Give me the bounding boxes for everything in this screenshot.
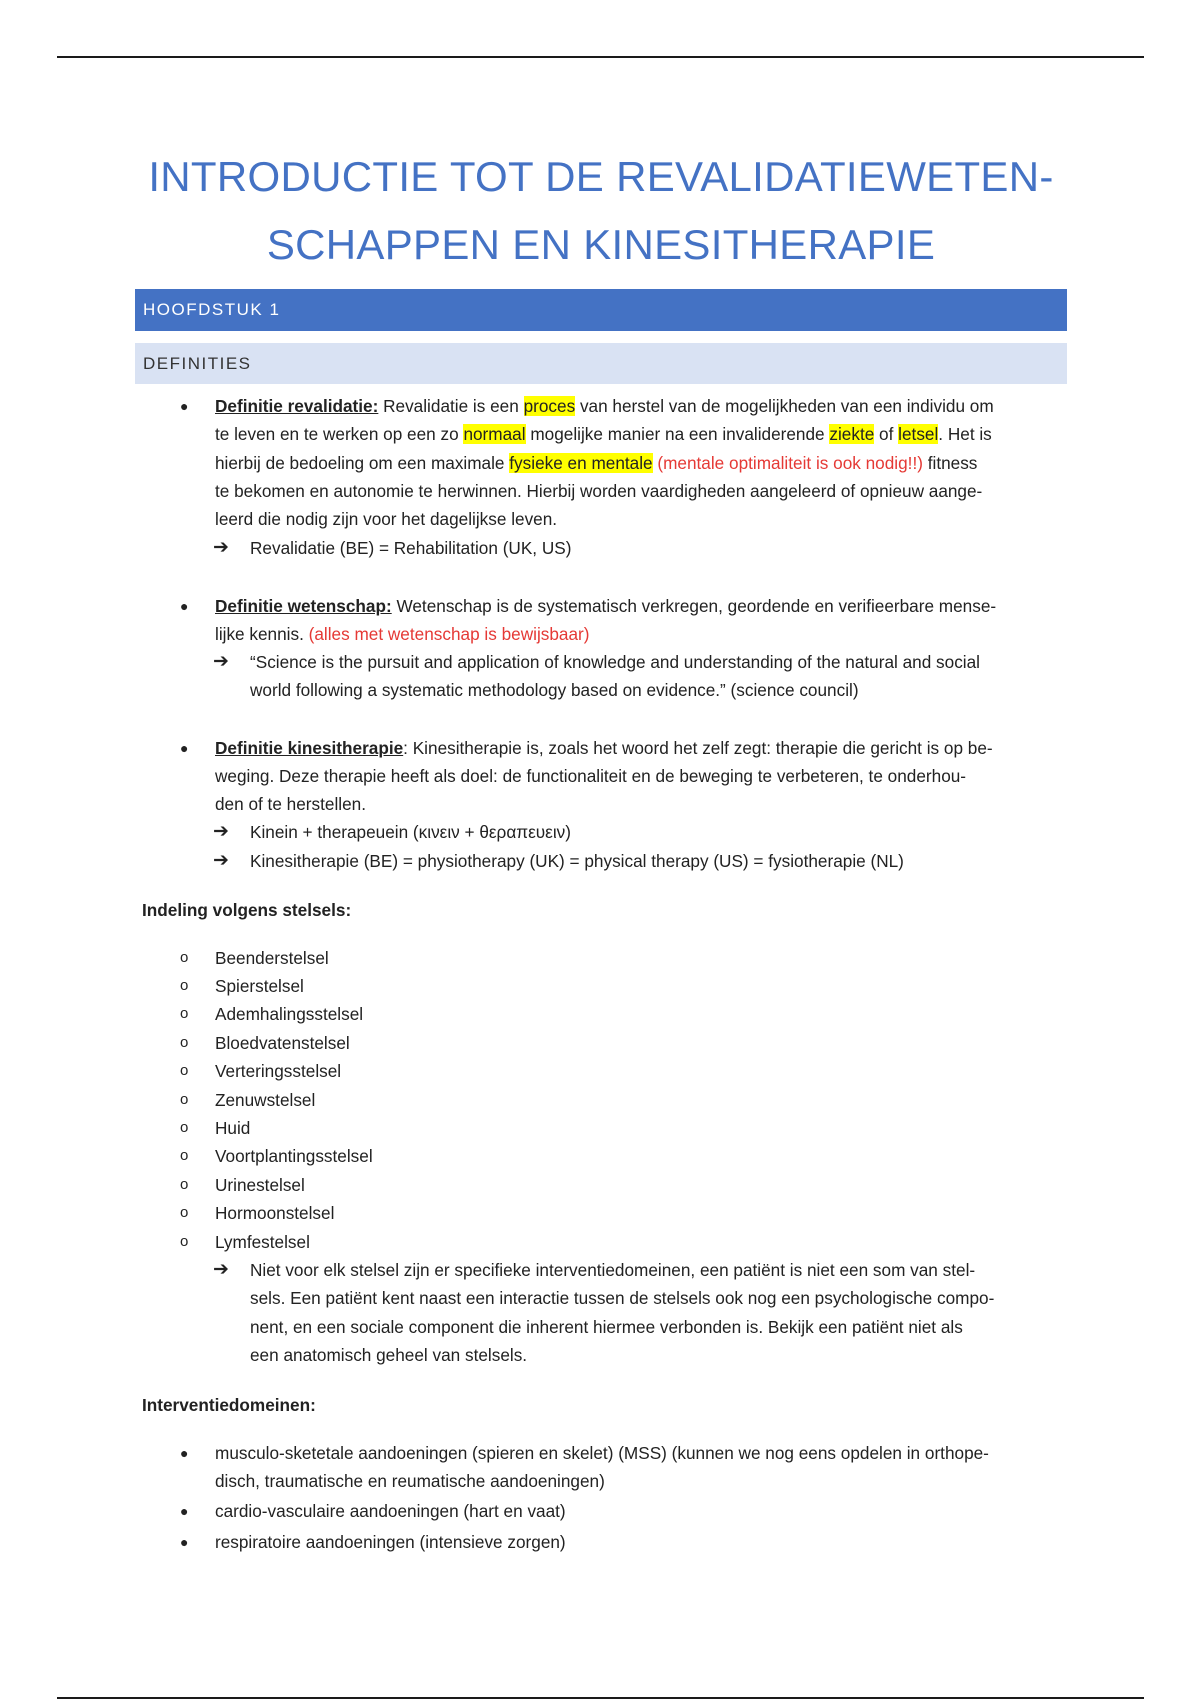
circle-marker: o xyxy=(180,1119,189,1136)
indeling-note-line-1: Niet voor elk stelsel zijn er specifieke interventiedomeinen, een patiënt is niet een som van stel- xyxy=(250,1260,976,1280)
def-wetenschap-term: Definitie wetenschap: xyxy=(215,596,392,616)
def-wetenschap-line-2 xyxy=(215,620,1055,648)
highlight-normaal: normaal xyxy=(463,424,526,444)
bullet-marker: ● xyxy=(180,1445,189,1461)
def-revalidatie-arrow-text: Revalidatie (BE) = Rehabilitation (UK, US) xyxy=(250,538,572,558)
circle-marker: o xyxy=(180,949,189,966)
highlight-ziekte: ziekte xyxy=(829,424,875,444)
def-revalidatie-line-5: leerd die nodig zijn voor het dagelijkse leven. xyxy=(215,509,558,529)
indeling-note-line-3: nent, en een sociale component die inherent hiermee verbonden is. Bekijk een patiënt niet als xyxy=(250,1317,963,1337)
red-note: (mentale optimaliteit is ook nodig!!) xyxy=(657,453,923,473)
arrow-icon: ➔ xyxy=(213,821,229,842)
text-run: fitness xyxy=(922,453,978,473)
top-rule xyxy=(57,56,1144,58)
text-run: of xyxy=(874,424,899,444)
stelsel-item: Huid xyxy=(215,1118,251,1138)
text-run: Revalidatie is een xyxy=(378,396,524,416)
def-wetenschap-quote-line-2: world following a systematic methodology based on evidence.” (science council) xyxy=(250,680,859,700)
bullet-marker: ● xyxy=(180,598,189,614)
stelsel-item: Bloedvatenstelsel xyxy=(215,1033,350,1053)
document-title xyxy=(135,143,1067,279)
def-revalidatie-line-4: te bekomen en autonomie te herwinnen. Hierbij worden vaardigheden aangeleerd of opnieuw aange- xyxy=(215,481,983,501)
def-kinesitherapie-term: Definitie kinesitherapie xyxy=(215,738,404,758)
title-line-1: INTRODUCTIE TOT DE REVALIDATIEWETEN- xyxy=(148,153,1054,200)
red-note: (alles met wetenschap is bewijsbaar) xyxy=(308,624,590,644)
stelsel-item: Zenuwstelsel xyxy=(215,1090,316,1110)
chapter-heading: HOOFDSTUK 1 xyxy=(135,289,1067,331)
stelsel-item: Ademhalingsstelsel xyxy=(215,1004,364,1024)
def-kinesitherapie-arrow-1: Kinein + therapeuein (κινειν + θεραπευειν) xyxy=(250,822,571,842)
def-kinesitherapie-arrow-2: Kinesitherapie (BE) = physiotherapy (UK) = physical therapy (US) = fysiotherapie (NL) xyxy=(250,851,904,871)
indeling-note-line-4: een anatomisch geheel van stelsels. xyxy=(250,1345,528,1365)
text-run: mogelijke manier na een invaliderende xyxy=(525,424,830,444)
text-run: van herstel van de mogelijkheden van een individu om xyxy=(575,396,994,416)
title-line-2: SCHAPPEN EN KINESITHERAPIE xyxy=(266,221,936,268)
highlight-letsel: letsel xyxy=(898,424,939,444)
interventie-item-1-line-1: musculo-sketetale aandoeningen (spieren en skelet) (MSS) (kunnen we nog eens opdelen in orthope- xyxy=(215,1443,989,1463)
circle-marker: o xyxy=(180,1147,189,1164)
circle-marker: o xyxy=(180,1233,189,1250)
stelsel-item: Urinestelsel xyxy=(215,1175,305,1195)
text-run: : Kinesitherapie is, zoals het woord het zelf zegt: therapie die gericht is op be- xyxy=(403,738,993,758)
arrow-icon: ➔ xyxy=(213,537,229,558)
stelsel-item: Voortplantingsstelsel xyxy=(215,1146,373,1166)
highlight-proces: proces xyxy=(523,396,576,416)
interventie-item-2: cardio-vasculaire aandoeningen (hart en vaat) xyxy=(215,1501,566,1521)
indeling-note-line-2: sels. Een patiënt kent naast een interactie tussen de stelsels ook nog een psychologische compo- xyxy=(250,1288,995,1308)
bullet-marker: ● xyxy=(180,1503,189,1519)
def-revalidatie-term: Definitie revalidatie: xyxy=(215,396,379,416)
indeling-heading: Indeling volgens stelsels: xyxy=(142,900,352,920)
stelsel-item: Beenderstelsel xyxy=(215,948,329,968)
def-kinesitherapie-line-3: den of te herstellen. xyxy=(215,794,366,814)
arrow-icon: ➔ xyxy=(213,651,229,672)
stelsel-item: Spierstelsel xyxy=(215,976,304,996)
text-run: lijke kennis. xyxy=(215,624,309,644)
section-heading: DEFINITIES xyxy=(135,343,1067,384)
circle-marker: o xyxy=(180,977,189,994)
text-run: Wetenschap is de systematisch verkregen, geordende en verifieerbare mense- xyxy=(391,596,997,616)
bullet-marker: ● xyxy=(180,398,189,414)
bullet-marker: ● xyxy=(180,1534,189,1550)
bullet-marker: ● xyxy=(180,740,189,756)
circle-marker: o xyxy=(180,1034,189,1051)
circle-marker: o xyxy=(180,1204,189,1221)
def-revalidatie-line-3 xyxy=(215,449,1055,477)
arrow-icon: ➔ xyxy=(213,850,229,871)
text-run: . Het is xyxy=(938,424,992,444)
text-run: te leven en te werken op een zo xyxy=(215,424,464,444)
def-kinesitherapie-line-1 xyxy=(215,734,1055,762)
stelsel-item: Hormoonstelsel xyxy=(215,1203,335,1223)
arrow-icon: ➔ xyxy=(213,1259,229,1280)
def-wetenschap-quote-line-1: “Science is the pursuit and application of knowledge and understanding of the natural and social xyxy=(250,652,980,672)
stelsel-item: Verteringsstelsel xyxy=(215,1061,342,1081)
circle-marker: o xyxy=(180,1062,189,1079)
stelsel-item: Lymfestelsel xyxy=(215,1232,310,1252)
bottom-rule xyxy=(57,1697,1144,1699)
interventie-item-3: respiratoire aandoeningen (intensieve zorgen) xyxy=(215,1532,566,1552)
def-kinesitherapie-line-2: weging. Deze therapie heeft als doel: de functionaliteit en de beweging te verbeteren, te onderhou- xyxy=(215,766,967,786)
interventie-heading: Interventiedomeinen: xyxy=(142,1395,316,1415)
highlight-fysiek: fysieke en mentale xyxy=(509,453,653,473)
circle-marker: o xyxy=(180,1005,189,1022)
circle-marker: o xyxy=(180,1176,189,1193)
def-revalidatie-line-1 xyxy=(215,392,1055,420)
def-revalidatie-line-2 xyxy=(215,420,1055,448)
interventie-item-1-line-2: disch, traumatische en reumatische aandoeningen) xyxy=(215,1471,605,1491)
def-wetenschap-line-1 xyxy=(215,592,1055,620)
text-run: hierbij de bedoeling om een maximale xyxy=(215,453,510,473)
circle-marker: o xyxy=(180,1091,189,1108)
